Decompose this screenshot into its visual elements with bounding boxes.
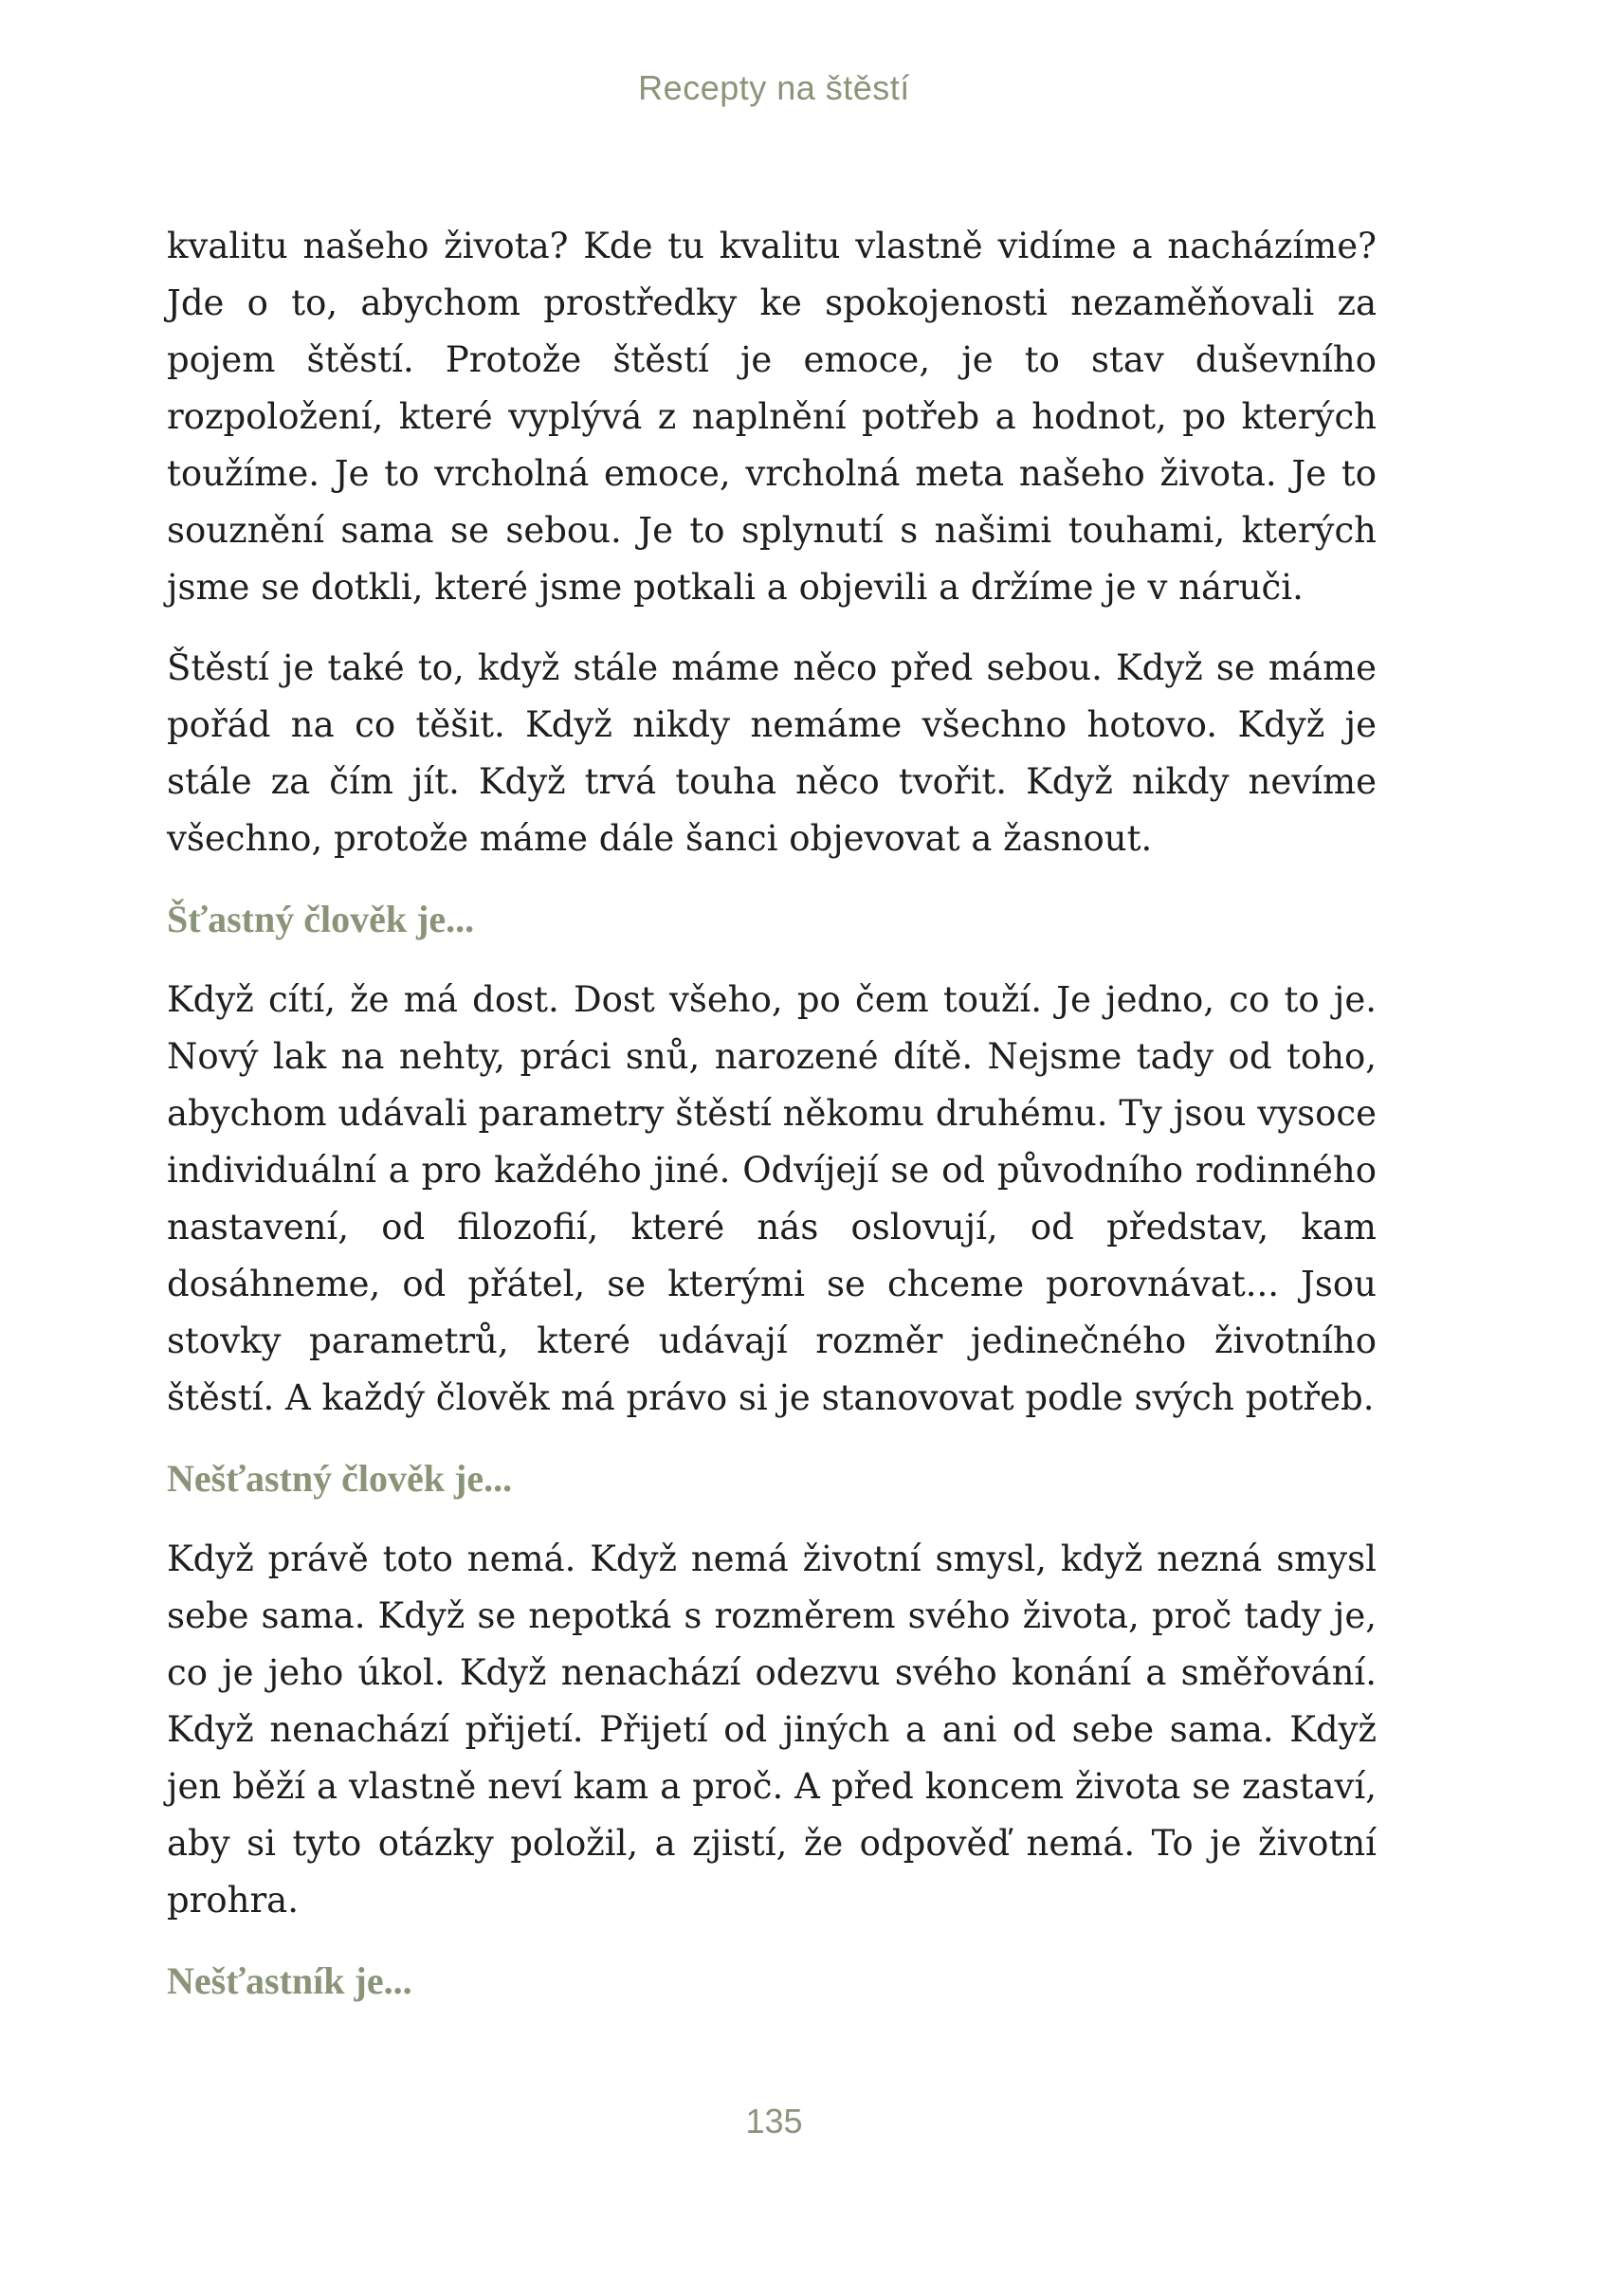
page-number: 135 bbox=[745, 2102, 803, 2140]
paragraph-quality-of-life: kvalitu našeho života? Kde tu kvalitu vlastně vidíme a nacházíme? Jde o to, abychom prostředky ke spokojenosti nezaměňovali za pojem štěstí. Protože štěstí je emoce, je to stav duševního rozpoložení, které vyplývá z naplnění potřeb a hodnot, po kterých toužíme. Je to vrcholná emoce, vrcholná meta našeho života. Je to souznění sama se sebou. Je to splynutí s našimi touhami, kterých jsme se dotkli, které jsme potkali a objevili a držíme je v náruči. bbox=[167, 226, 1377, 608]
subheading-unhappy-person: Nešťastný člověk je... bbox=[167, 1457, 513, 1500]
running-header: Recepty na štěstí bbox=[638, 68, 910, 107]
paragraph-happiness-ahead: Štěstí je také to, když stále máme něco před sebou. Když se máme pořád na co těšit. Když nikdy nemáme všechno hotovo. Když je stále za čím jít. Když trvá touha něco tvořit. Když nikdy nevíme všechno, protože máme dále šanci objevovat a žasnout. bbox=[167, 647, 1377, 859]
paragraph-happy-person: Když cítí, že má dost. Dost všeho, po čem touží. Je jedno, co to je. Nový lak na nehty, práci snů, narozené dítě. Nejsme tady od toho, abychom udávali parametry štěstí někomu druhému. Ty jsou vysoce individuální a pro každého jiné. Odvíjejí se od původního rodinného nastavení, od filozofií, které nás oslovují, od představ, kam dosáhneme, od přátel, se kterými se chceme porovnávat... Jsou stovky parametrů, které udávají rozměr jedinečného životního štěstí. A každý člověk má právo si je stanovovat podle svých potřeb. bbox=[167, 979, 1377, 1418]
subheading-happy-person: Šťastný člověk je... bbox=[167, 898, 475, 940]
body-text bbox=[167, 218, 1377, 2033]
paragraph-unhappy-person: Když právě toto nemá. Když nemá životní smysl, když nezná smysl sebe sama. Když se nepotká s rozměrem svého života, proč tady je, co je jeho úkol. Když nenachází odezvu svého konání a směřování. Když nenachází přijetí. Přijetí od jiných a ani od sebe sama. Když jen běží a vlastně neví kam a proč. A před koncem života se zastaví, aby si tyto otázky položil, a zjistí, že odpověď nemá. To je životní prohra. bbox=[167, 1539, 1377, 1921]
subheading-unhappy-one: Nešťastník je... bbox=[167, 1959, 412, 2002]
